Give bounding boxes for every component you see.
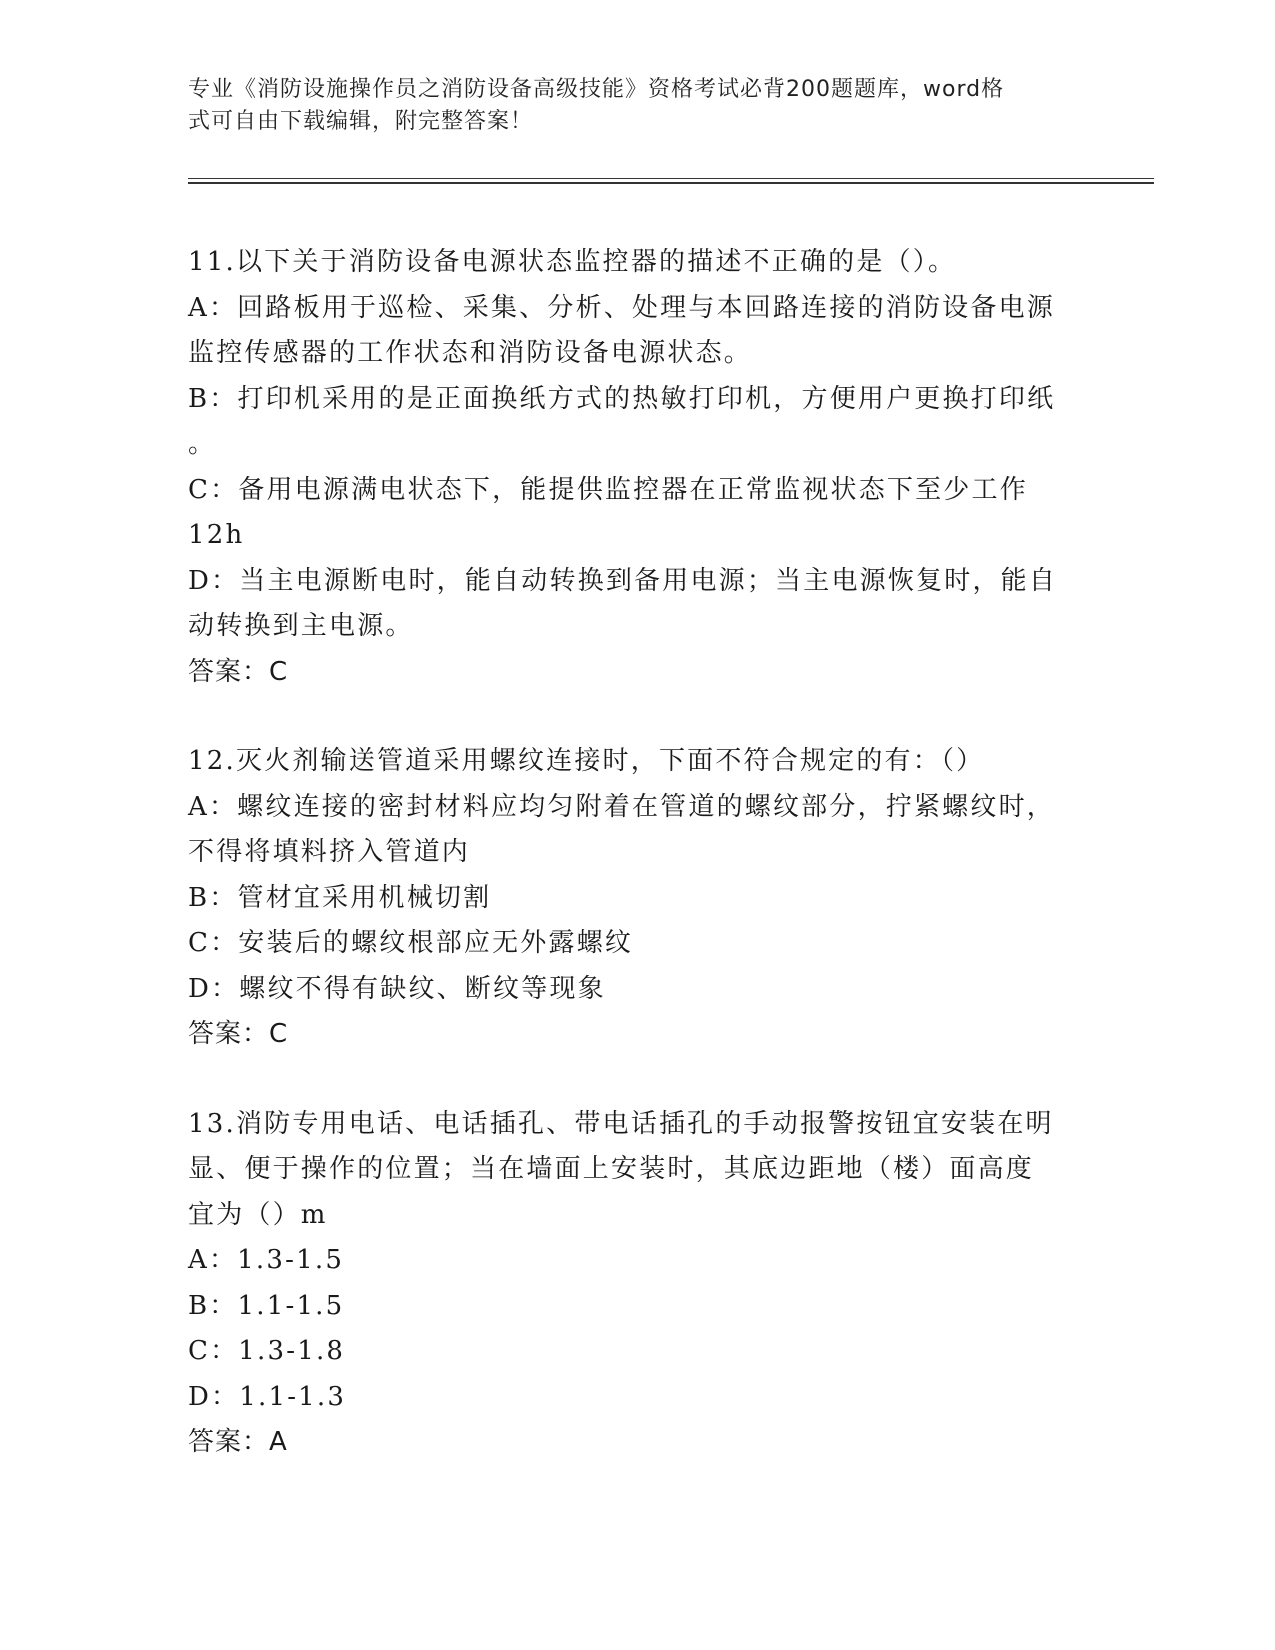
- question-13-answer: 答案：A: [188, 1427, 288, 1457]
- question-13-option-a: A：1.3-1.5: [188, 1245, 345, 1275]
- question-13: [188, 1102, 1088, 1466]
- question-11-option-a-cont: 监控传感器的工作状态和消防设备电源状态。: [188, 338, 753, 368]
- question-12-option-b: B：管材宜采用机械切割: [188, 882, 492, 913]
- question-12-option-d: D：螺纹不得有缺纹、断纹等现象: [188, 973, 606, 1004]
- question-12-option-a: A：螺纹连接的密封材料应均匀附着在管道的螺纹部分，拧紧螺纹时，: [188, 791, 1055, 822]
- question-12: [188, 739, 1088, 1058]
- question-13-stem-cont-1: 显、便于操作的位置；当在墙面上安装时，其底边距地（楼）面高度: [188, 1154, 1035, 1184]
- question-11-answer: 答案：C: [188, 656, 289, 687]
- question-11-stem: 11.以下关于消防设备电源状态监控器的描述不正确的是（）。: [188, 247, 957, 277]
- question-11-option-d: D：当主电源断电时，能自动转换到备用电源；当主电源恢复时，能自: [188, 565, 1058, 596]
- question-12-option-c: C：安装后的螺纹根部应无外露螺纹: [188, 928, 634, 958]
- question-13-option-c: C：1.3-1.8: [188, 1336, 346, 1366]
- question-11-option-a: A：回路板用于巡检、采集、分析、处理与本回路连接的消防设备电源: [188, 292, 1055, 323]
- question-11: [188, 240, 1088, 695]
- header-divider-top: [188, 178, 1154, 179]
- question-13-stem-cont-2: 宜为（）m: [188, 1199, 328, 1230]
- header-divider-bottom: [188, 182, 1154, 184]
- question-12-answer: 答案：C: [188, 1019, 289, 1049]
- header-line-1: 专业《消防设施操作员之消防设备高级技能》资格考试必背200题题库，word格: [188, 77, 1005, 102]
- question-11-option-b-cont: 。: [188, 429, 217, 459]
- header-line-2: 式可自由下载编辑，附完整答案！: [188, 109, 534, 134]
- question-11-option-c-cont: 12h: [188, 520, 245, 550]
- question-13-option-d: D：1.1-1.3: [188, 1381, 347, 1412]
- question-13-option-b: B：1.1-1.5: [188, 1290, 345, 1321]
- document-header: [188, 74, 1068, 138]
- question-list: [188, 240, 1088, 1510]
- question-12-stem: 12.灭火剂输送管道采用螺纹连接时，下面不符合规定的有：（）: [188, 746, 985, 776]
- question-12-option-a-cont: 不得将填料挤入管道内: [188, 837, 471, 867]
- question-11-option-d-cont: 动转换到主电源。: [188, 611, 414, 641]
- question-13-stem: 13.消防专用电话、电话插孔、带电话插孔的手动报警按钮宜安装在明: [188, 1108, 1054, 1139]
- question-11-option-c: C：备用电源满电状态下，能提供监控器在正常监视状态下至少工作: [188, 474, 1028, 505]
- question-11-option-b: B：打印机采用的是正面换纸方式的热敏打印机，方便用户更换打印纸: [188, 383, 1056, 414]
